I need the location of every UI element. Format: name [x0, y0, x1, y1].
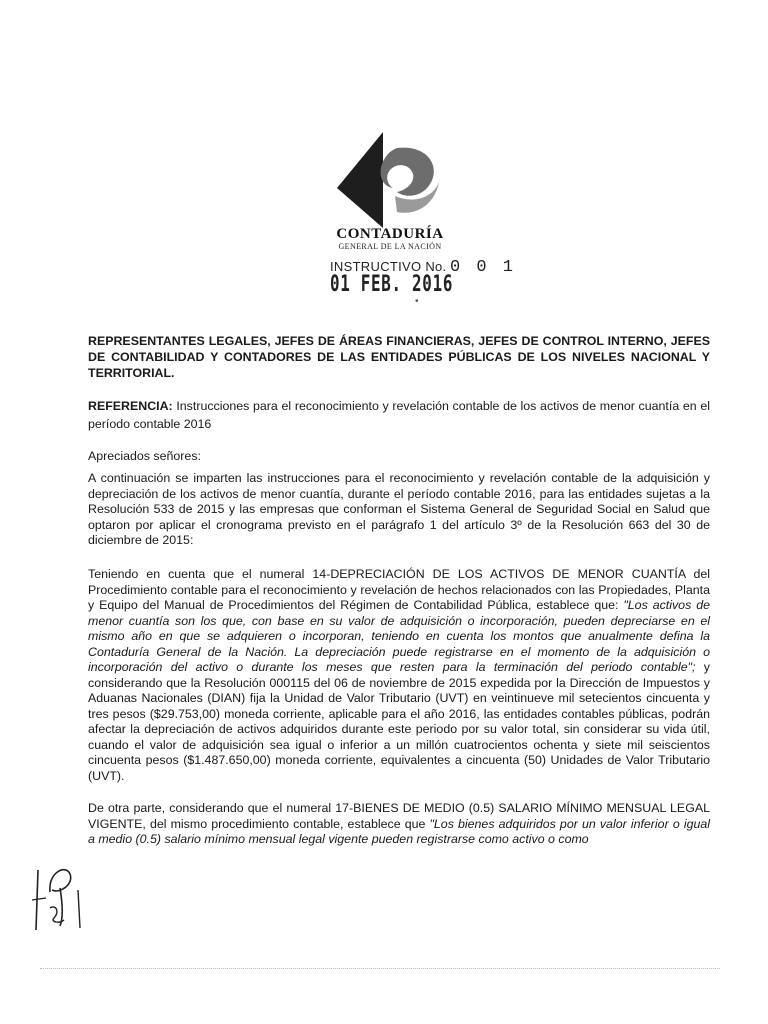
contaduria-logo-icon [335, 130, 445, 230]
reference-text: Instrucciones para el reconocimiento y revelación contable de los activos de menor cuantía en el período contable 2016 [88, 399, 710, 431]
instructivo-number: 0 0 1 [450, 258, 517, 277]
reference-label: REFERENCIA: [88, 399, 173, 413]
handwritten-initials [30, 860, 100, 935]
salutation: Apreciados señores: [88, 449, 201, 463]
paragraph-2 [88, 567, 710, 784]
stray-dot: • [415, 296, 419, 307]
paragraph-2-part-1: Teniendo en cuenta que el numeral 14-DEPRECIACIÓN DE LOS ACTIVOS DE MENOR CUANTÍA del Procedimiento contable para el reconocimiento y revelación de hechos relacionados con las Propiedades, Planta y Equipo del Manual de Procedimientos del Régimen de Contabilidad Pública, establece que: [88, 567, 710, 612]
paragraph-3-quote: "Los bienes adquiridos por un valor inferior o igual a medio (0.5) salario mínimo mensual legal vigente pueden registrarse como activo o como [88, 816, 711, 847]
addressee: REPRESENTANTES LEGALES, JEFES DE ÁREAS FINANCIERAS, JEFES DE CONTROL INTERNO, JEFES DE CONTABILIDAD Y CONTADORES DE LAS ENTIDADES PÚBLICAS DE LOS NIVELES NACIONAL Y TERRITORIAL. [88, 334, 710, 380]
paragraph-1: A continuación se imparten las instrucciones para el reconocimiento y revelación contable de la adquisición y depreciación de los activos de menor cuantía, durante el período contable 2016, para las entidades sujetas a la Resolución 533 de 2015 y las empresas que conforman el Sistema General de Seguridad Social en Salud que optaron por aplicar el cronograma previsto en el parágrafo 1 del artículo 3º de la Resolución 663 del 30 de diciembre de 2015: [88, 471, 710, 548]
reference [88, 397, 710, 433]
paragraph-2-quote: "Los activos de menor cuantía son los que, con base en su valor de adquisición o incorporación, pueden depreciarse en el mismo año en que se adquieren o incorporan, teniendo en cuenta los montos que anualmente defina la Contaduría General de la Nación. La depreciación puede registrarse en el momento de la adquisición o incorporación del activo o durante los meses que resten para la terminación del periodo contable"; [88, 598, 710, 674]
instructivo-label: INSTRUCTIVO No. [330, 259, 447, 274]
paragraph-2-part-2: y considerando que la Resolución 000115 del 06 de noviembre de 2015 expedida por la Dirección de Impuestos y Aduanas Nacionales (DIAN) fija la Unidad de Valor Tributario (UVT) en veintinueve mil setecientos cincuenta y tres pesos ($29.753,00) moneda corriente, aplicable para el año 2016, las entidades contables públicas, podrán afectar la depreciación de activos adquiridos durante este periodo por su valor total, sin considerar su vida útil, cuando el valor de adquisición sea igual o inferior a un millón cuatrocientos ochenta y siete mil seiscientos cincuenta pesos ($1.487.650,00) moneda corriente, equivalentes a cincuenta (50) Unidades de Valor Tributario (UVT). [88, 660, 711, 783]
org-name: CONTADURÍA [336, 226, 444, 242]
org-subtitle: GENERAL DE LA NACIÓN [338, 242, 442, 251]
scan-artifact-line [40, 968, 720, 973]
paragraph-3-part-1: De otra parte, considerando que el numeral 17-BIENES DE MEDIO (0.5) SALARIO MÍNIMO MENSUAL LEGAL VIGENTE, del mismo procedimiento contable, establece que [88, 801, 710, 831]
date-stamp: 01 FEB. 2016 [330, 272, 454, 297]
paragraph-3 [88, 801, 710, 848]
